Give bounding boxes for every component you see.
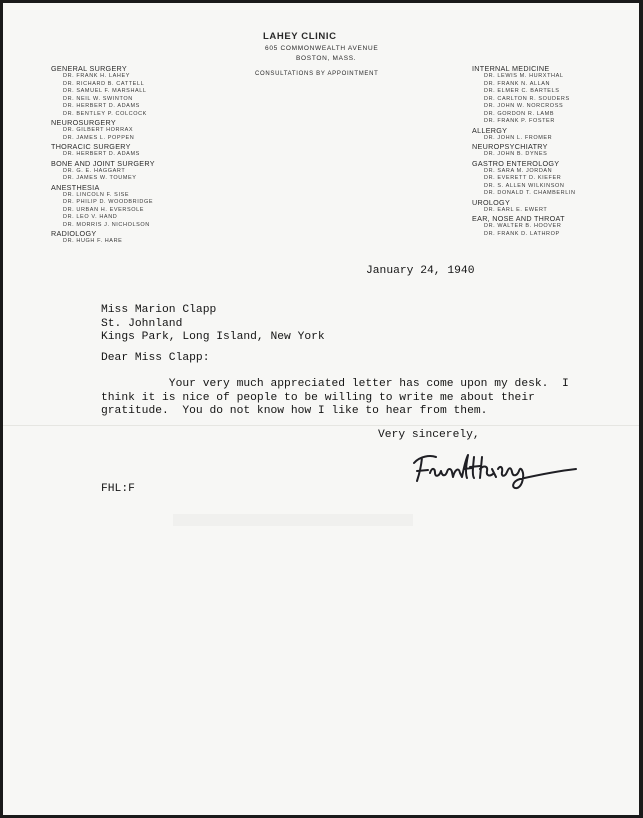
recipient-name: Miss Marion Clapp [101, 304, 217, 316]
doctor-name: DR. GILBERT HORRAX [63, 127, 134, 133]
doctor-name: DR. SAMUEL F. MARSHALL [63, 88, 147, 94]
watermark-ghost [173, 508, 413, 532]
letter-body [101, 378, 569, 419]
department-name: EAR, NOSE AND THROAT [472, 214, 565, 223]
doctor-name: DR. FRANK P. FOSTER [484, 118, 555, 124]
clinic-street: 605 COMMONWEALTH AVENUE [265, 45, 379, 52]
salutation: Dear Miss Clapp: [101, 352, 210, 364]
doctor-name: DR. SARA M. JORDAN [484, 167, 553, 174]
doctor-name: DR. EVERETT D. KIEFER [484, 175, 562, 181]
doctor-name: DR. EARL E. EWERT [484, 206, 548, 213]
doctor-name: DR. JAMES L. POPPEN [63, 134, 135, 141]
recipient-line3: Kings Park, Long Island, New York [101, 331, 325, 344]
clinic-city: BOSTON, MASS. [296, 55, 357, 62]
recipient-address [101, 304, 325, 345]
doctor-name: DR. JOHN B. DYNES [484, 151, 548, 157]
doctor-name: DR. CARLTON R. SOUDERS [484, 95, 570, 102]
doctor-name: DR. FRANK D. LATHROP [484, 230, 560, 237]
department-name: ALLERGY [472, 125, 508, 135]
doctor-name: DR. ELMER C. BARTELS [484, 88, 560, 94]
clinic-name: LAHEY CLINIC [263, 31, 337, 42]
department-name: RADIOLOGY [51, 229, 97, 238]
doctor-name: DR. MORRIS J. NICHOLSON [63, 221, 150, 228]
doctor-name: DR. BENTLEY P. COLCOCK [63, 110, 147, 117]
departments-left-column [51, 64, 155, 246]
letter-page [3, 3, 639, 815]
consultations-note: CONSULTATIONS BY APPOINTMENT [255, 71, 379, 77]
doctor-name: DR. LINCOLN F. SISE [63, 191, 130, 198]
doctor-name: DR. JOHN L. FROMER [484, 134, 553, 141]
department-name: NEUROSURGERY [51, 118, 116, 127]
letter-date: January 24, 1940 [366, 265, 475, 277]
doctor-name: DR. DONALD T. CHAMBERLIN [484, 190, 576, 196]
doctor-name: DR. LEWIS M. HURXTHAL [484, 73, 564, 79]
doctor-name: DR. HERBERT D. ADAMS [63, 151, 140, 157]
signature [408, 447, 583, 491]
doctor-name: DR. S. ALLEN WILKINSON [484, 182, 565, 189]
department-name: GASTRO ENTEROLOGY [472, 158, 560, 168]
fold-line [3, 425, 639, 426]
doctor-name: DR. NEIL W. SWINTON [63, 95, 133, 102]
body-line: gratitude. You do not know how I like to hear from them. [101, 405, 488, 418]
closing: Very sincerely, [378, 429, 480, 441]
doctor-name: DR. FRANK H. LAHEY [63, 73, 131, 79]
department-name: ANESTHESIA [51, 182, 100, 192]
doctor-name: DR. RICHARD B. CATTELL [63, 80, 145, 87]
doctor-name: DR. HERBERT D. ADAMS [63, 103, 140, 109]
department-name: GENERAL SURGERY [51, 64, 127, 73]
body-line: think it is nice of people to be willing to write me about their [101, 391, 535, 404]
doctor-name: DR. GORDON R. LAMB [484, 110, 555, 117]
doctor-name: DR. HUGH F. HARE [63, 238, 123, 244]
doctor-name: DR. WALTER B. HOOVER [484, 223, 562, 229]
department-name: INTERNAL MEDICINE [472, 64, 550, 73]
department-name: BONE AND JOINT SURGERY [51, 158, 155, 168]
department-name: UROLOGY [472, 197, 511, 207]
doctor-name: DR. LEO V. HAND [63, 214, 118, 220]
doctor-name: DR. PHILIP D. WOODBRIDGE [63, 199, 154, 205]
doctor-name: DR. JAMES W. TOUMEY [63, 175, 137, 181]
departments-right-column [472, 64, 576, 238]
department-name: THORACIC SURGERY [51, 142, 131, 151]
typist-initials: FHL:F [101, 483, 135, 495]
department-name: NEUROPSYCHIATRY [472, 142, 548, 151]
doctor-name: DR. URBAN H. EVERSOLE [63, 206, 145, 213]
doctor-name: DR. JOHN W. NORCROSS [484, 103, 564, 109]
doctor-name: DR. FRANK N. ALLAN [484, 80, 551, 87]
doctor-name: DR. G. E. HAGGART [63, 167, 126, 174]
body-line: Your very much appreciated letter has come upon my desk. I [101, 378, 569, 390]
recipient-line2: St. Johnland [101, 317, 183, 330]
